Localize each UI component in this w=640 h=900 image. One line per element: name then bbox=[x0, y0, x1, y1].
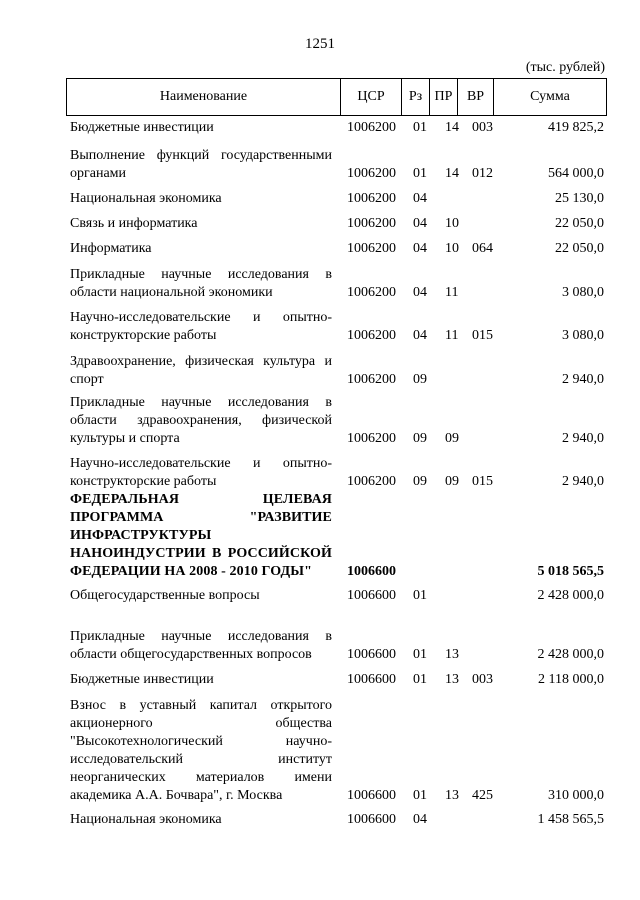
header-pr: ПР bbox=[430, 79, 458, 115]
row-csr: 1006200 bbox=[347, 285, 396, 300]
row-csr: 1006200 bbox=[347, 372, 396, 387]
table-row bbox=[0, 670, 640, 689]
row-rz: 04 bbox=[413, 241, 427, 256]
row-name: Связь и информатика bbox=[70, 216, 198, 231]
row-name: Прикладные научные исследования в области национальной экономики bbox=[70, 267, 332, 300]
table-header bbox=[66, 78, 607, 116]
header-rz: Рз bbox=[402, 79, 430, 115]
table-row bbox=[0, 395, 640, 448]
row-name: Общегосударственные вопросы bbox=[70, 588, 260, 603]
page-number: 1251 bbox=[305, 36, 335, 52]
row-name: Выполнение функций государственными органами bbox=[70, 148, 332, 181]
row-sum: 2 940,0 bbox=[562, 372, 604, 387]
row-rz: 04 bbox=[413, 328, 427, 343]
table-row-program bbox=[0, 492, 640, 581]
row-name: ФЕДЕРАЛЬНАЯ ЦЕЛЕВАЯ ПРОГРАММА "РАЗВИТИЕ ИНФРАСТРУКТУРЫ НАНОИНДУСТРИИ В РОССИЙСКОЙ ФЕДЕРАЦИИ НА 2008 - 2010 ГОДЫ" bbox=[70, 492, 332, 579]
row-csr: 1006600 bbox=[347, 672, 396, 687]
table-row bbox=[0, 352, 640, 389]
table-row bbox=[0, 454, 640, 491]
row-pr: 13 bbox=[445, 672, 459, 687]
row-csr: 1006200 bbox=[347, 328, 396, 343]
row-vr: 015 bbox=[472, 474, 493, 489]
row-rz: 01 bbox=[413, 166, 427, 181]
row-csr: 1006200 bbox=[347, 241, 396, 256]
row-sum: 419 825,2 bbox=[548, 120, 604, 135]
header-vr: ВР bbox=[458, 79, 494, 115]
row-csr: 1006200 bbox=[347, 166, 396, 181]
row-sum: 5 018 565,5 bbox=[537, 564, 604, 579]
row-rz: 04 bbox=[413, 191, 427, 206]
row-rz: 01 bbox=[413, 672, 427, 687]
row-pr: 13 bbox=[445, 788, 459, 803]
header-csr: ЦСР bbox=[341, 79, 402, 115]
row-rz: 09 bbox=[413, 474, 427, 489]
row-csr: 1006200 bbox=[347, 431, 396, 446]
row-rz: 04 bbox=[413, 285, 427, 300]
row-vr: 003 bbox=[472, 120, 493, 135]
row-vr: 064 bbox=[472, 241, 493, 256]
row-pr: 13 bbox=[445, 647, 459, 662]
row-sum: 564 000,0 bbox=[548, 166, 604, 181]
row-pr: 09 bbox=[445, 431, 459, 446]
row-rz: 09 bbox=[413, 372, 427, 387]
row-name: Национальная экономика bbox=[70, 812, 222, 827]
row-csr: 1006200 bbox=[347, 191, 396, 206]
table-row bbox=[0, 308, 640, 345]
table-row bbox=[0, 118, 640, 137]
row-sum: 2 428 000,0 bbox=[537, 647, 604, 662]
row-csr: 1006200 bbox=[347, 120, 396, 135]
row-csr: 1006600 bbox=[347, 788, 396, 803]
row-rz: 01 bbox=[413, 120, 427, 135]
row-pr: 11 bbox=[445, 328, 459, 343]
row-sum: 3 080,0 bbox=[562, 285, 604, 300]
row-name: Здравоохранение, физическая культура и спорт bbox=[70, 354, 332, 387]
row-pr: 10 bbox=[445, 241, 459, 256]
row-vr: 012 bbox=[472, 166, 493, 181]
row-sum: 2 940,0 bbox=[562, 474, 604, 489]
row-name: Научно-исследовательские и опытно-конструкторские работы bbox=[70, 456, 332, 489]
row-pr: 11 bbox=[445, 285, 459, 300]
header-sum: Сумма bbox=[530, 89, 570, 104]
row-pr: 09 bbox=[445, 474, 459, 489]
row-name: Бюджетные инвестиции bbox=[70, 120, 214, 135]
row-rz: 09 bbox=[413, 431, 427, 446]
row-rz: 04 bbox=[413, 812, 427, 827]
row-vr: 003 bbox=[472, 672, 493, 687]
row-sum: 22 050,0 bbox=[555, 216, 604, 231]
row-name: Национальная экономика bbox=[70, 191, 222, 206]
row-sum: 22 050,0 bbox=[555, 241, 604, 256]
row-sum: 2 118 000,0 bbox=[538, 672, 604, 687]
table-row bbox=[0, 146, 640, 183]
row-name: Бюджетные инвестиции bbox=[70, 672, 214, 687]
row-csr: 1006200 bbox=[347, 216, 396, 231]
table-row bbox=[0, 810, 640, 829]
table-row bbox=[0, 696, 640, 805]
row-sum: 2 428 000,0 bbox=[537, 588, 604, 603]
row-pr: 14 bbox=[445, 166, 459, 181]
row-sum: 2 940,0 bbox=[562, 431, 604, 446]
row-csr: 1006600 bbox=[347, 812, 396, 827]
row-sum: 310 000,0 bbox=[548, 788, 604, 803]
row-rz: 01 bbox=[413, 647, 427, 662]
row-sum: 25 130,0 bbox=[555, 191, 604, 206]
row-rz: 01 bbox=[413, 588, 427, 603]
row-csr: 1006200 bbox=[347, 474, 396, 489]
row-vr: 425 bbox=[472, 788, 493, 803]
row-name: Научно-исследовательские и опытно-конструкторские работы bbox=[70, 310, 332, 343]
row-pr: 14 bbox=[445, 120, 459, 135]
table-row bbox=[0, 586, 640, 605]
table-row bbox=[0, 189, 640, 208]
table-row bbox=[0, 239, 640, 258]
table-row bbox=[0, 611, 640, 664]
row-rz: 04 bbox=[413, 216, 427, 231]
row-csr: 1006600 bbox=[347, 564, 396, 579]
row-name: Информатика bbox=[70, 241, 152, 256]
row-vr: 015 bbox=[472, 328, 493, 343]
row-name: Прикладные научные исследования в области общегосударственных вопросов bbox=[70, 629, 332, 662]
table-row bbox=[0, 214, 640, 233]
row-sum: 3 080,0 bbox=[562, 328, 604, 343]
row-name: Прикладные научные исследования в области здравоохранения, физической культуры и спорта bbox=[70, 395, 332, 446]
row-name: Взнос в уставный капитал открытого акционерного общества "Высокотехнологический научно-исследовательский институт неорганических материалов имени академика А.А. Бочвара", г. Москва bbox=[70, 698, 332, 803]
header-name: Наименование bbox=[67, 79, 341, 115]
table-row bbox=[0, 265, 640, 302]
row-csr: 1006600 bbox=[347, 588, 396, 603]
row-sum: 1 458 565,5 bbox=[537, 812, 604, 827]
units-label: (тыс. рублей) bbox=[525, 60, 605, 75]
row-rz: 01 bbox=[413, 788, 427, 803]
row-csr: 1006600 bbox=[347, 647, 396, 662]
row-pr: 10 bbox=[445, 216, 459, 231]
